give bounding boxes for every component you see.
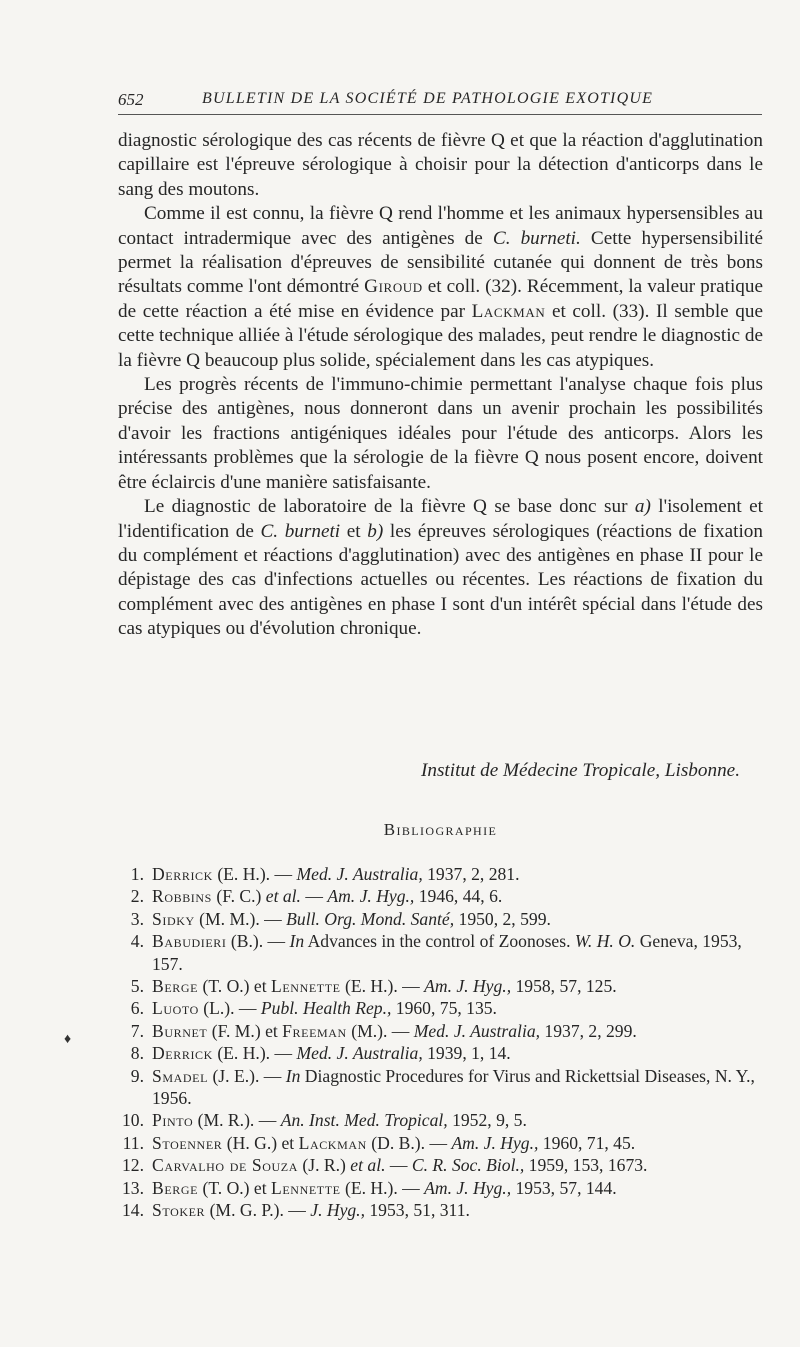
entry-number: 10.	[122, 1110, 144, 1131]
entry-details: 1950, 2, 599.	[454, 908, 551, 929]
entry-initials: (H. G.) et	[222, 1132, 299, 1153]
paragraph-4	[118, 495, 763, 641]
paragraph-2	[118, 202, 763, 373]
bibliography-entry	[118, 885, 763, 907]
paragraph-2-text-b: Cette hypersensibilité permet la réalisation d'épreuves de sensibilité cutanée qui donnent de très bons résultats comme l'ont démontré	[118, 227, 763, 298]
bibliography-entry	[118, 908, 763, 930]
entry-author: Luoto	[152, 998, 199, 1019]
entry-text	[152, 1199, 763, 1221]
entry-details: 1937, 2, 299.	[540, 1020, 637, 1041]
entry-text	[152, 930, 763, 975]
entry-author: Derrick	[152, 1043, 213, 1064]
entry-author: Stoenner	[152, 1132, 223, 1153]
entry-author: Berge	[152, 976, 199, 997]
entry-details: 1953, 51, 311.	[364, 1200, 470, 1221]
entry-text	[152, 975, 763, 997]
entry-number: 2.	[130, 886, 144, 907]
entry-number: 4.	[130, 931, 144, 952]
entry-etal: et al.	[350, 1155, 386, 1176]
list-marker-b: b)	[367, 520, 384, 542]
entry-journal: Am. J. Hyg.,	[327, 886, 415, 907]
author-name: Lackman	[471, 300, 546, 322]
entry-details: 1960, 75, 135.	[391, 998, 497, 1019]
paragraph-3: Les progrès récents de l'immuno-chimie permettant l'analyse chaque fois plus précise des antigènes, nous donneront dans un avenir prochain les possibilités d'avoir les fractions antigéniques idéales pour l'étude des anticorps. Alors les intéressants problèmes que la sérologie de la fièvre Q nous posent encore, doivent être éclaircis d'une manière satisfaisante.	[118, 374, 763, 493]
entry-initials: (L.). —	[198, 998, 261, 1019]
entry-author: Carvalho de Souza	[152, 1155, 298, 1176]
entry-journal: Am. J. Hyg.,	[424, 1177, 512, 1198]
entry-number: 8.	[130, 1043, 144, 1064]
entry-author: Burnet	[152, 1020, 208, 1041]
entry-journal: Am. J. Hyg.,	[424, 976, 512, 997]
margin-mark: ♦	[64, 1032, 72, 1047]
entry-initials: (J. R.)	[298, 1155, 351, 1176]
entry-journal: Med. J. Australia,	[413, 1020, 541, 1041]
bibliography-entry	[118, 1177, 763, 1199]
entry-text	[152, 1132, 763, 1154]
entry-author: Robbins	[152, 886, 212, 907]
bibliography-title: Bibliographie	[383, 820, 498, 839]
entry-initials: (M. G. P.). —	[205, 1200, 311, 1221]
running-header	[118, 88, 762, 115]
entry-journal: In	[285, 1065, 301, 1086]
paragraph-2-text-a: Comme il est connu, la fièvre Q rend l'homme et les animaux hypersensibles au contact intradermique avec des antigènes de	[118, 203, 763, 249]
species-name: C. burneti.	[492, 227, 581, 249]
entry-number: 13.	[122, 1177, 144, 1198]
entry-text	[152, 863, 763, 885]
entry-journal: W. H. O.	[574, 931, 636, 952]
author-name: Giroud	[364, 276, 423, 298]
entry-journal: C. R. Soc. Biol.,	[411, 1155, 525, 1176]
list-marker-a: a)	[634, 496, 651, 518]
entry-journal: An. Inst. Med. Tropical,	[280, 1110, 448, 1131]
entry-journal: J. Hyg.,	[310, 1200, 365, 1221]
entry-author: Derrick	[152, 864, 213, 884]
entry-initials: (J. E.). —	[208, 1065, 286, 1086]
entry-details: 1946, 44, 6.	[414, 886, 503, 907]
paragraph-2-text-c: et coll. (32). Récemment, la valeur pratique de cette réaction a été mise en évidence par	[118, 276, 763, 322]
entry-number: 9.	[130, 1065, 144, 1086]
paragraph-4-text-c: et	[340, 520, 368, 542]
entry-author: Pinto	[152, 1110, 194, 1131]
entry-author: Sidky	[152, 908, 195, 929]
paragraph-4-text-d: les épreuves sérologiques (réactions de fixation du complément et réactions d'agglutination) avec des antigènes en phase II pour le dépistage des cas d'infections actuelles ou récentes. Les réactions de fixation du complément avec des antigènes en phase I sont d'un intérêt spécial dans l'étude des cas atypiques ou d'évolution chronique.	[118, 520, 763, 640]
entry-details: 1937, 2, 281.	[422, 864, 520, 884]
entry-details: 1960, 71, 45.	[538, 1132, 636, 1153]
entry-journal: Med. J. Australia,	[296, 1043, 423, 1064]
entry-initials: (E. H.). —	[340, 976, 425, 997]
entry-author: Freeman	[282, 1020, 347, 1041]
paragraph-1: diagnostic sérologique des cas récents de fièvre Q et que la réaction d'agglutination capillaire est l'épreuve sérologique à choisir pour la détection d'anticorps dans le sang des moutons.	[118, 130, 763, 200]
entry-initials: (F. C.)	[211, 886, 266, 907]
entry-details: Geneva, 1953, 157.	[152, 931, 742, 974]
entry-author: Berge	[152, 1177, 199, 1198]
entry-text	[152, 1020, 763, 1042]
bibliography-entry	[118, 1042, 763, 1064]
entry-journal: Med. J. Australia,	[296, 864, 423, 884]
entry-number: 11.	[122, 1132, 144, 1153]
entry-number: 1.	[130, 864, 144, 884]
entry-text	[152, 1065, 763, 1110]
entry-initials: (B.). —	[226, 931, 290, 952]
entry-number: 5.	[130, 976, 144, 997]
bibliography-entry	[118, 1154, 763, 1176]
bibliography-entry	[118, 1132, 763, 1154]
entry-text	[152, 997, 763, 1019]
entry-journal: Publ. Health Rep.,	[260, 998, 392, 1019]
entry-etal: et al.	[265, 886, 301, 907]
entry-text	[152, 885, 763, 907]
paragraph-4-text-b: l'isolement et l'identification de	[118, 496, 763, 542]
entry-author: Lackman	[298, 1132, 367, 1153]
entry-journal: In	[289, 931, 305, 952]
bibliography-entry	[118, 930, 763, 975]
entry-details: 1959, 153, 1673.	[524, 1155, 648, 1176]
entry-number: 14.	[122, 1200, 144, 1221]
page-number: 652	[118, 90, 144, 109]
entry-text	[152, 908, 763, 930]
journal-title: BULLETIN DE LA SOCIÉTÉ DE PATHOLOGIE EXOTIQUE	[202, 90, 654, 107]
entry-number: 3.	[130, 908, 144, 929]
entry-initials: (E. H.). —	[340, 1177, 425, 1198]
bibliography-list	[118, 863, 763, 1222]
paragraph-4-text-a: Le diagnostic de laboratoire de la fièvre Q se base donc sur	[144, 496, 635, 518]
entry-author: Lennette	[271, 976, 341, 997]
entry-author: Smadel	[152, 1065, 209, 1086]
entry-author: Lennette	[271, 1177, 341, 1198]
entry-initials: (T. O.) et	[198, 1177, 272, 1198]
entry-initials: (T. O.) et	[198, 976, 272, 997]
entry-details: 1958, 57, 125.	[511, 976, 617, 997]
entry-text	[152, 1042, 763, 1064]
entry-initials: (E. H.). —	[212, 1043, 297, 1064]
entry-author: Babudieri	[152, 931, 227, 952]
bibliography-entry	[118, 997, 763, 1019]
entry-details: 1952, 9, 5.	[447, 1110, 527, 1131]
body-text	[118, 129, 763, 642]
bibliography-entry	[118, 1109, 763, 1131]
institution-signature: Institut de Médecine Tropicale, Lisbonne.	[420, 760, 740, 781]
entry-separator: —	[385, 1155, 412, 1176]
entry-journal: Bull. Org. Mond. Santé,	[286, 908, 455, 929]
paragraph-2-text-d: et coll. (33). Il semble que cette technique alliée à l'étude sérologique des malades, peut rendre le diagnostic de la fièvre Q beaucoup plus solide, spécialement dans les cas atypiques.	[118, 300, 764, 371]
entry-initials: (E. H.). —	[212, 864, 297, 884]
entry-journal: Am. J. Hyg.,	[451, 1132, 539, 1153]
entry-separator: —	[300, 886, 328, 907]
entry-text	[152, 1154, 763, 1176]
entry-number: 6.	[130, 998, 144, 1019]
entry-author: Stoker	[152, 1200, 206, 1221]
entry-initials: (M.). —	[346, 1020, 414, 1041]
entry-number: 12.	[122, 1155, 144, 1176]
species-name: C. burneti	[260, 520, 341, 542]
entry-initials: (M. R.). —	[193, 1110, 281, 1131]
entry-initials: (D. B.). —	[366, 1132, 452, 1153]
entry-details: 1939, 1, 14.	[422, 1043, 511, 1064]
bibliography-entry	[118, 1065, 763, 1110]
entry-initials: (F. M.) et	[207, 1020, 283, 1041]
bibliography-entry	[118, 1020, 763, 1042]
entry-details: 1953, 57, 144.	[511, 1177, 617, 1198]
entry-details: Diagnostic Procedures for Virus and Rickettsial Diseases, N. Y., 1956.	[152, 1065, 755, 1109]
entry-text	[152, 1177, 763, 1199]
bibliography-entry	[118, 863, 763, 885]
entry-number: 7.	[130, 1020, 144, 1041]
bibliography-entry	[118, 975, 763, 997]
entry-text	[152, 1109, 763, 1131]
entry-details: Advances in the control of Zoonoses.	[304, 931, 575, 952]
entry-initials: (M. M.). —	[194, 908, 287, 929]
bibliography-entry	[118, 1199, 763, 1221]
